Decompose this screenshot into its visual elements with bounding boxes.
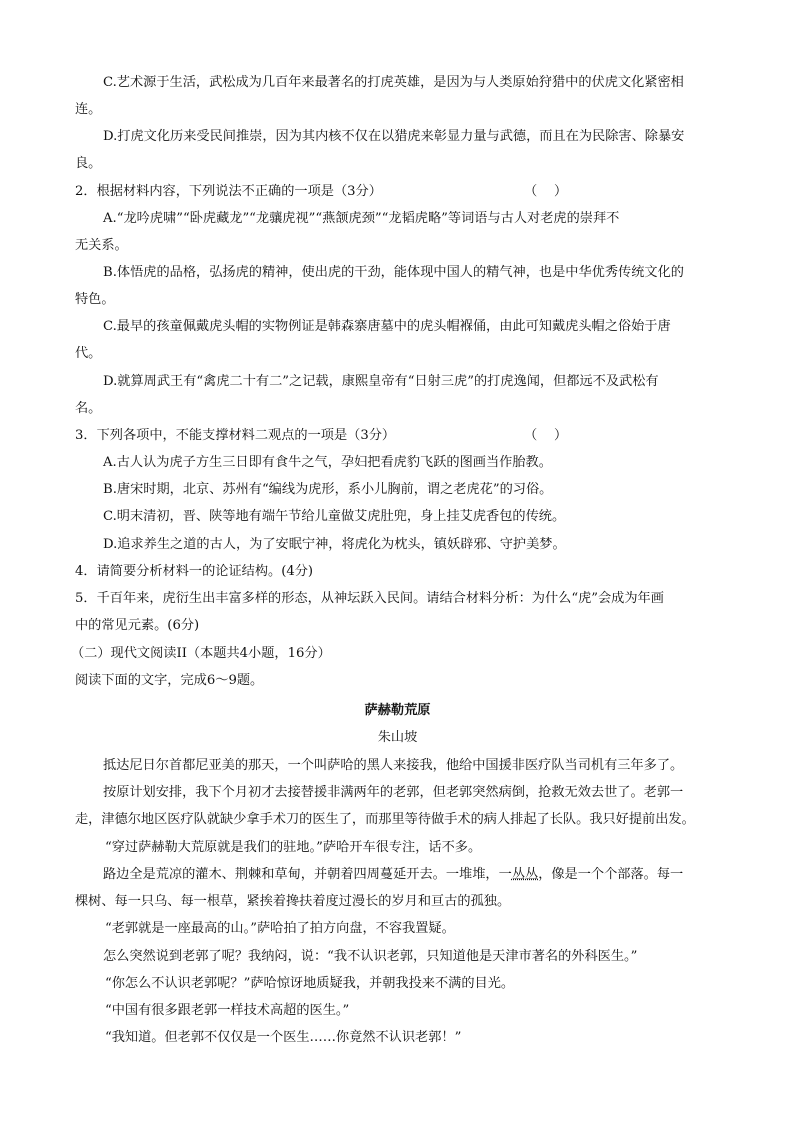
story-paragraph-5: “老郭就是一座最高的山。”萨哈拍了拍方向盘，不容我置疑。 [105, 921, 455, 936]
q3-option-a: A.古人认为虎子方生三日即有食牛之气，孕妇把看虎豹飞跃的图画当作胎教。 [103, 455, 552, 470]
story-paragraph-3: “穿过萨赫勒大荒原就是我们的驻地。”萨哈开车很专注，话不多。 [105, 840, 482, 855]
story-paragraph-4-text-a: 路边全是荒凉的灌木、荆棘和草甸，并朝着四周蔓延开去。一堆堆，一 [103, 867, 512, 882]
q2-option-d-line1: D.就算周武王有“禽虎二十有二”之记载，康熙皇帝有“日射三虎”的打虎逸闻，但都远不及武松有 [103, 374, 659, 389]
story-author: 朱山坡 [377, 730, 418, 745]
q3-option-c: C.明末清初，晋、陕等地有端午节给儿童做艾虎肚兜，身上挂艾虎香包的传统。 [103, 509, 566, 524]
q2-option-c-line1: C.最早的孩童佩戴虎头帽的实物例证是韩森寨唐墓中的虎头帽褓俑，由此可知戴虎头帽之俗始于唐 [103, 319, 671, 334]
story-paragraph-4-line2: 棵树、每一只乌、每一根草，紧挨着搀扶着度过漫长的岁月和亘古的孤独。 [75, 894, 511, 909]
section-instruction: 阅读下面的文字，完成6～9题。 [75, 673, 264, 688]
q2-stem: 2．根据材料内容，下列说法不正确的一项是（3分） [75, 184, 382, 199]
story-paragraph-1: 抵达尼日尔首都尼亚美的那天，一个叫萨哈的黑人来接我，他给中国援非医疗队当司机有三年多了。 [103, 758, 684, 773]
story-paragraph-4-line1 [103, 865, 683, 885]
q2-option-c-line2: 代。 [75, 346, 102, 361]
q1-option-c-line1: C.艺术源于生活，武松成为几百年来最著名的打虎英雄，是因为与人类原始狩猎中的伏虎文化紧密相 [103, 75, 684, 90]
q3-option-b: B.唐宋时期，北京、苏州有“编线为虎形，系小儿胸前，谓之老虎花”的习俗。 [103, 482, 553, 497]
q1-option-d-line2: 良。 [75, 156, 102, 171]
q2-option-a-line2: 无关系。 [75, 238, 128, 253]
q3-stem: 3．下列各项中，不能支撑材料二观点的一项是（3分） [75, 428, 396, 443]
story-paragraph-8: “中国有很多跟老郭一样技术高超的医生。” [105, 1003, 350, 1018]
story-paragraph-7: “你怎么不认识老郭呢？”萨哈惊讶地质疑我，并朝我投来不满的目光。 [105, 976, 515, 991]
section-heading: （二）现代文阅读II（本题共4小题，16分） [71, 646, 331, 661]
q2-option-b-line1: B.体悟虎的品格，弘扬虎的精神，使出虎的干劲，能体现中国人的精气神，也是中华优秀传统文化的 [103, 265, 684, 280]
q1-option-d-line1: D.打虎文化历来受民间推崇，因为其内核不仅在以猎虎来彰显力量与武德，而且在为民除害、除暴安 [103, 129, 685, 144]
q2-answer-paren: （ ） [524, 184, 568, 199]
story-title: 萨赫勒荒原 [364, 703, 431, 718]
story-paragraph-2-line1: 按原计划安排，我下个月初才去接替援非满两年的老郭，但老郭突然病倒，抢救无效去世了。老郭一 [103, 785, 684, 800]
story-paragraph-4-text-b: ，像是一个个部落。每一 [538, 867, 684, 882]
q2-option-a-line1: A.“龙吟虎啸”“卧虎藏龙”“龙骧虎视”“燕颔虎颈”“龙韬虎略”等词语与古人对老虎的崇拜不 [103, 211, 620, 226]
story-paragraph-9: “我知道。但老郭不仅仅是一个医生……你竟然不认识老郭！” [105, 1030, 462, 1045]
story-paragraph-2-line2: 走，津德尔地区医疗队就缺少拿手术刀的医生了，而那里等待做手术的病人排起了长队。我只好提前出发。 [75, 812, 695, 827]
story-paragraph-4-dotted-term: 丛丛 [511, 867, 539, 882]
story-paragraph-6: 怎么突然说到老郭了呢？我纳闷，说：“我不认识老郭，只知道他是天津市著名的外科医生。” [103, 949, 638, 964]
q2-option-b-line2: 特色。 [75, 292, 115, 307]
q4-stem: 4．请简要分析材料一的论证结构。(4分) [75, 564, 314, 579]
q2-option-d-line2: 名。 [75, 401, 102, 416]
q1-option-c-line2: 连。 [75, 102, 102, 117]
q5-stem-line1: 5．千百年来，虎衍生出丰富多样的形态，从神坛跃入民间。请结合材料分析：为什么“虎”会成为年画 [75, 591, 664, 606]
q5-stem-line2: 中的常见元素。(6分) [75, 618, 200, 633]
q3-answer-paren: （ ） [524, 428, 568, 443]
q3-option-d: D.追求养生之道的古人，为了安眠宁神，将虎化为枕头，镇妖辟邪、守护美梦。 [103, 537, 566, 552]
